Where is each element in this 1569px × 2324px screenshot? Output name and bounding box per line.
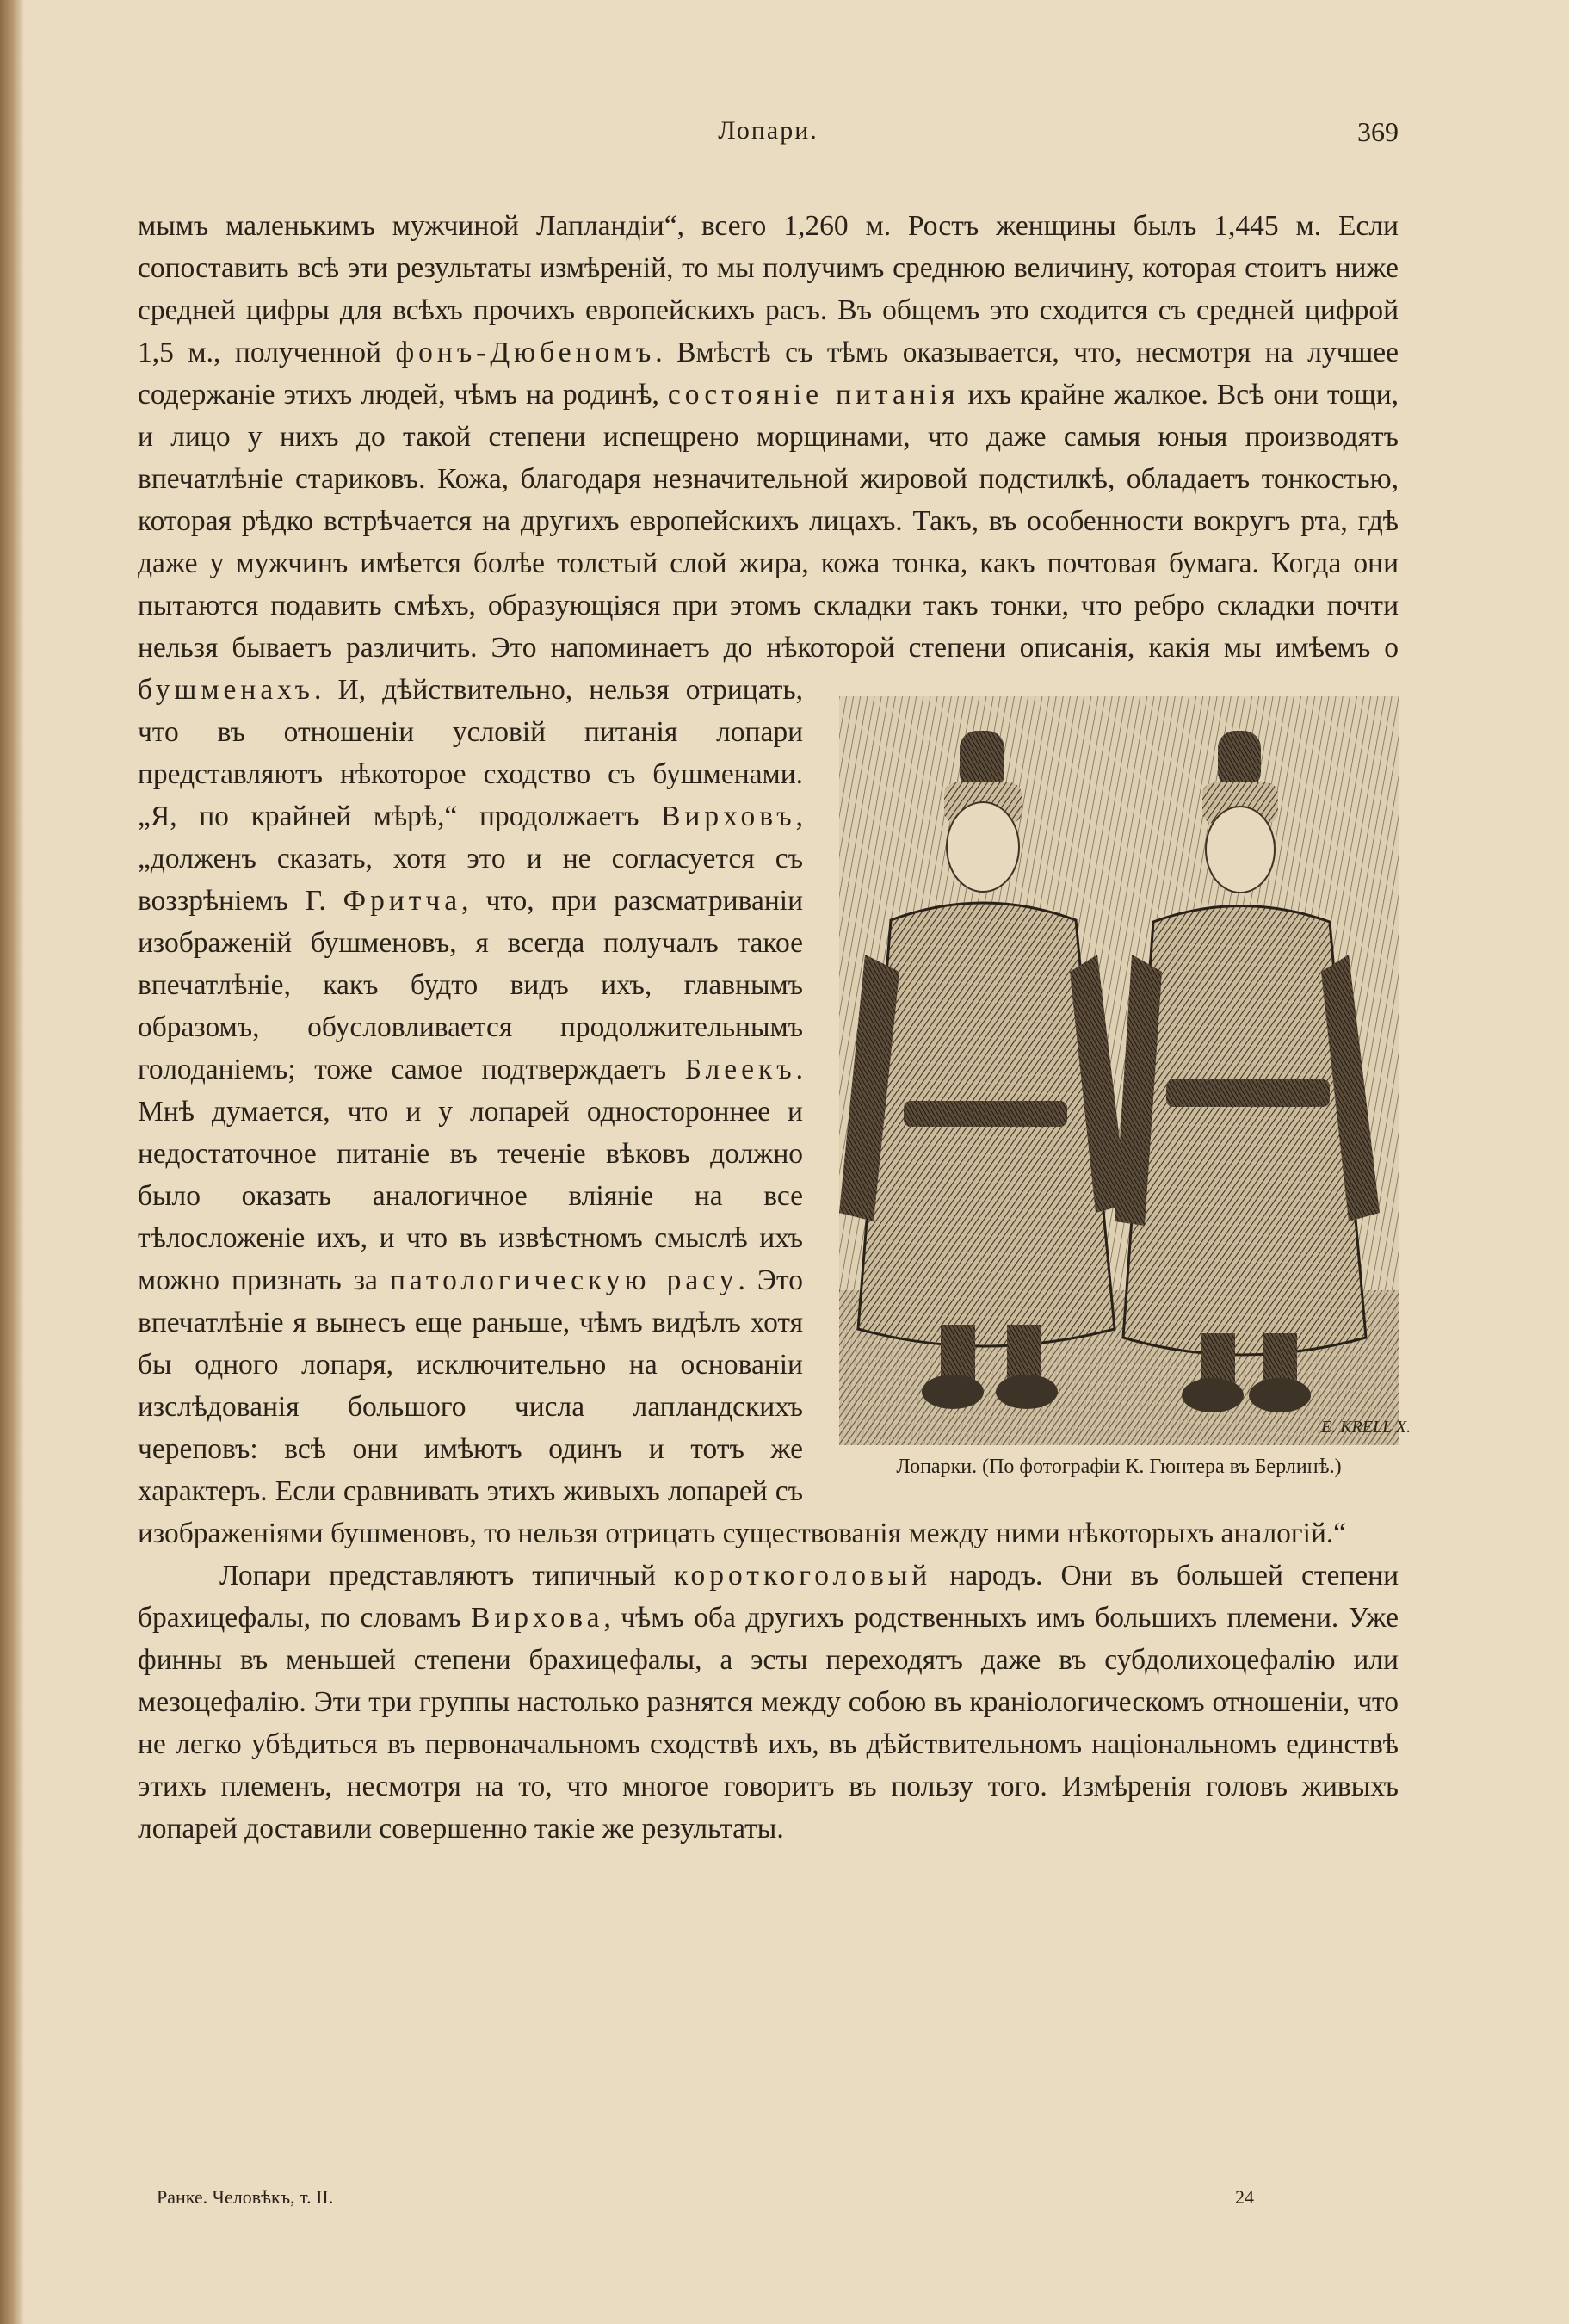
text-run: ихъ крайне жалкое. Всѣ они тощи, и лицо у нихъ до такой степени испещрено морщинами, что даже самыя юныя производятъ впечатлѣніе стариковъ. Кожа, благодаря незначительной жировой подстилкѣ, обладаетъ тонкостью, которая рѣдко встрѣчается на другихъ европейскихъ лицахъ. Такъ, въ особенности вокругъ рта, гдѣ даже у мужчинъ имѣется болѣе толстый слой жира, кожа тонка, какъ почтовая бумага. Когда они пытаются подавить смѣхъ, образующіяся при этомъ складки такъ тонки, что ребро складки почти нельзя бываетъ различить. Это напоминаетъ до нѣкоторой степени описанія, какія мы имѣемъ о <box>138 379 1399 664</box>
page-header <box>138 116 1399 159</box>
text-run: мымъ маленькимъ мужчиной Лапландіи“, всего 1,260 м. Ростъ женщины былъ 1,445 м. Если сопоставить всѣ эти результаты измѣреній, то мы получимъ среднюю величину, которая стоитъ ниже средней цифры для всѣхъ прочихъ европейскихъ расъ. Въ общемъ это сходится съ средней цифрой 1,5 м., полученной <box>138 210 1399 368</box>
text-run: , что, при разсматриваніи изображеній бушменовъ, я всегда получалъ такое впечатлѣніе, какъ будто видъ ихъ, главнымъ образомъ, обусловливается продолжительнымъ голоданіемъ; тоже самое подтверждаетъ <box>138 885 804 1085</box>
spaced-name-bleek: Блеекъ <box>684 1054 796 1085</box>
text-run: , „долженъ сказать, хотя это и не согласуется съ воззрѣніемъ Г. <box>138 800 803 917</box>
text-run: . Это впечатлѣніе я вынесъ еще раньше, чѣмъ видѣлъ хотя бы одного лопаря, исключительно на основаніи изслѣдованія большого числа лапландскихъ череповъ: всѣ они имѣютъ одинъ и тотъ же характеръ. Если сравнивать этихъ живыхъ лопарей съ изображеніями бушменовъ, то нельзя отрицать существованія между ними нѣкоторыхъ аналогій.“ <box>138 1264 1347 1549</box>
body-text <box>138 205 1411 1850</box>
running-head: Лопари. <box>718 116 818 145</box>
text-run: Лопари представляютъ типичный <box>219 1560 674 1592</box>
footer-book-title: Ранке. Человѣкъ, т. II. <box>157 2186 334 2208</box>
spaced-term-nutrition: состояніе питанія <box>667 379 960 411</box>
text-run: народъ. Они въ большей степени брахицефалы, по словамъ <box>138 1560 1399 1634</box>
text-run: , чѣмъ оба другихъ родственныхъ имъ большихъ племени. Уже финны въ меньшей степени брахицефалы, а эсты переходятъ даже въ субдолихоцефалію или мезоцефалію. Эти три группы настолько разнятся между собою въ краніологическомъ отношеніи, что не легко убѣдиться въ первоначальномъ сходствѣ ихъ, въ дѣйствительномъ національномъ единствѣ этихъ племенъ, несмотря на то, что многое говоритъ въ пользу того. Измѣренія головъ живыхъ лопарей доставили совершенно такіе же результаты. <box>138 1602 1399 1845</box>
spaced-term-brachycephalic: короткоголовый <box>673 1560 932 1592</box>
text-run: . И, дѣйствительно, нельзя отрицать, что въ отношеніи условій питанія лопари представляютъ нѣкоторое сходство съ бушменами. „Я, по крайней мѣрѣ,“ продолжаетъ <box>138 674 803 832</box>
spaced-name-fritsch: Фритча <box>343 885 462 917</box>
text-run: . Мнѣ думается, что и у лопарей одностороннее и недостаточное питаніе въ теченіе вѣковъ должно было оказать аналогичное вліяніе на все тѣлосложеніе ихъ, и что въ извѣстномъ смыслѣ ихъ можно признать за <box>138 1054 803 1296</box>
engraver-signature: E. KRELL X. <box>1321 1418 1411 1437</box>
spaced-name-virchow: Вирховъ <box>661 800 796 832</box>
book-spine-shadow <box>0 0 24 2324</box>
spaced-term-bushmen: бушменахъ <box>138 674 314 706</box>
spaced-name-virchow-2: Вирхова <box>470 1602 604 1634</box>
figure <box>839 696 1411 1480</box>
paragraph-2 <box>138 1554 1399 1850</box>
spaced-term-pathological-race: патологическую расу <box>390 1264 738 1296</box>
page-footer <box>138 2186 1399 2221</box>
paragraph-1 <box>138 205 1411 1554</box>
spaced-name-dueben: фонъ-Дюбеномъ <box>395 337 656 368</box>
footer-signature-mark: 24 <box>1235 2186 1254 2208</box>
figure-caption: Лопарки. (По фотографіи К. Гюнтера въ Берлинѣ.) <box>896 1456 1342 1478</box>
text-run: . Вмѣстѣ съ тѣмъ оказывается, что, несмотря на лучшее содержаніе этихъ людей, чѣмъ на родинѣ, <box>138 337 1399 411</box>
illustration-two-sami-women <box>839 696 1411 1445</box>
page-number: 369 <box>1357 116 1399 147</box>
